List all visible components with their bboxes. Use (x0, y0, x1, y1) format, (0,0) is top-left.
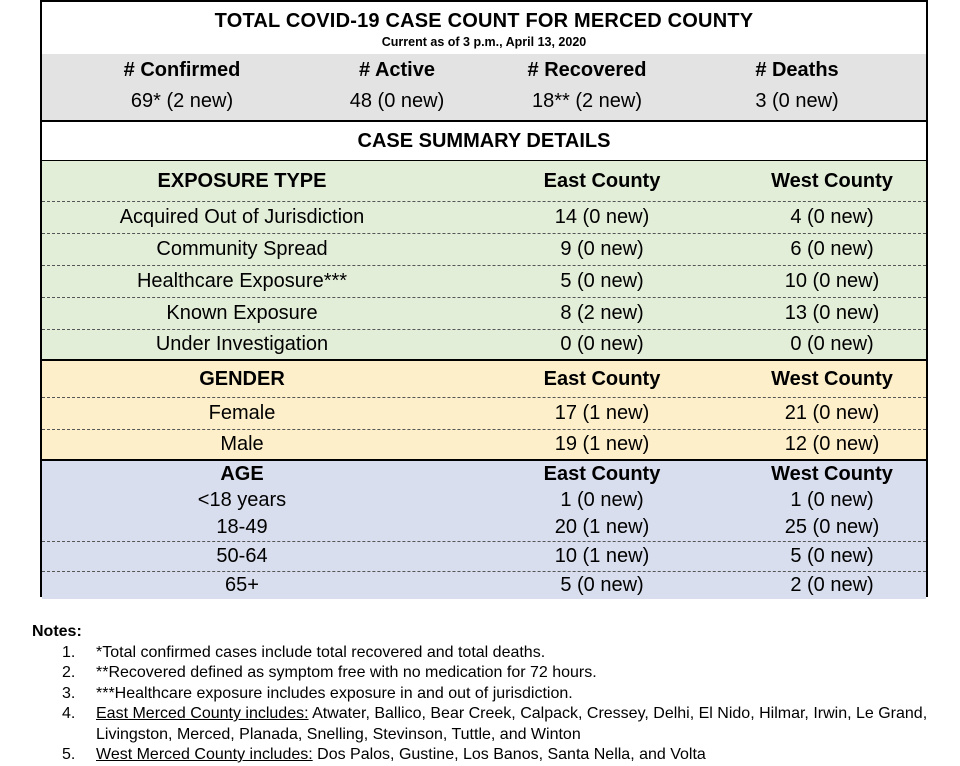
table-row (42, 542, 926, 572)
case-count-table (40, 0, 928, 597)
east-value: 20 (1 new) (554, 515, 650, 538)
total-deaths (717, 54, 877, 113)
table-row (42, 330, 926, 359)
table-row (42, 298, 926, 330)
table-row (42, 572, 926, 599)
column-header: West County (771, 169, 893, 192)
row-label: Community Spread (156, 238, 328, 260)
west-value: 12 (0 new) (784, 433, 880, 455)
table-row (42, 513, 926, 542)
east-value: 8 (2 new) (560, 302, 644, 324)
table-row (42, 202, 926, 234)
east-value: 0 (0 new) (560, 333, 644, 355)
age-section (42, 459, 926, 599)
note-item (32, 684, 932, 705)
column-header: AGE (220, 462, 264, 485)
west-value: 21 (0 new) (784, 402, 880, 424)
west-value: 2 (0 new) (790, 574, 874, 596)
column-header: West County (771, 367, 893, 390)
total-recovered (497, 54, 677, 113)
total-active (317, 54, 477, 113)
total-label: # Confirmed (123, 59, 241, 81)
column-header: West County (771, 462, 893, 485)
table-row (42, 266, 926, 298)
note-lead: East Merced County includes: (96, 705, 309, 722)
row-label: Male (220, 433, 264, 455)
row-label: Healthcare Exposure*** (136, 270, 348, 292)
west-value: 6 (0 new) (790, 238, 874, 260)
east-value: 19 (1 new) (554, 433, 650, 455)
total-label: # Active (359, 59, 435, 81)
column-header: GENDER (199, 367, 285, 390)
total-label: # Deaths (755, 59, 839, 81)
row-label: Known Exposure (166, 302, 318, 324)
row-label: Acquired Out of Jurisdiction (119, 206, 365, 228)
west-value: 1 (0 new) (790, 488, 874, 511)
west-value: 5 (0 new) (790, 545, 874, 567)
column-header: East County (543, 367, 661, 390)
note-number: 4. (62, 705, 76, 722)
note-number: 3. (62, 684, 76, 702)
column-header: East County (543, 169, 661, 192)
total-value: 69* (2 new) (130, 90, 234, 112)
row-label: 50-64 (216, 545, 268, 567)
note-number: 1. (62, 643, 76, 661)
note-item (32, 704, 932, 745)
column-header: East County (543, 462, 661, 485)
east-value: 17 (1 new) (554, 402, 650, 424)
west-value: 25 (0 new) (784, 515, 880, 538)
summary-title: CASE SUMMARY DETAILS (357, 130, 611, 152)
note-item (32, 643, 932, 664)
notes-title: Notes: (32, 623, 82, 640)
age-header-row (42, 461, 926, 487)
table-subtitle: Current as of 3 p.m., April 13, 2020 (381, 35, 587, 49)
total-value: 3 (0 new) (755, 90, 839, 112)
east-value: 14 (0 new) (554, 206, 650, 228)
east-value: 1 (0 new) (560, 488, 644, 511)
note-text: **Recovered defined as symptom free with no medication for 72 hours. (96, 664, 597, 681)
west-value: 13 (0 new) (784, 302, 880, 324)
row-label: 18-49 (216, 515, 268, 538)
column-header: EXPOSURE TYPE (157, 169, 327, 192)
note-text: ***Healthcare exposure includes exposure in and out of jurisdiction. (96, 684, 573, 702)
east-value: 5 (0 new) (560, 574, 644, 596)
note-text: Dos Palos, Gustine, Los Banos, Santa Nella, and Volta (312, 746, 706, 763)
table-row (42, 430, 926, 459)
row-label: 65+ (225, 574, 259, 596)
table-title: TOTAL COVID-19 CASE COUNT FOR MERCED COUNTY (214, 10, 754, 32)
note-number: 5. (62, 746, 76, 763)
total-confirmed (102, 54, 262, 113)
east-value: 9 (0 new) (560, 238, 644, 260)
west-value: 4 (0 new) (790, 206, 874, 228)
gender-section (42, 359, 926, 461)
note-text: Atwater, Ballico, Bear Creek, Calpack, Cressey, Delhi, El Nido, Hilmar, Irwin, Le Grand, Livingston, Merced, Planada, Snelling, Stevinson, Tuttle, and Winton (96, 705, 928, 743)
west-value: 0 (0 new) (790, 333, 874, 355)
note-item (32, 663, 932, 684)
row-label: Female (208, 402, 276, 424)
table-row (42, 234, 926, 266)
note-lead: West Merced County includes: (96, 746, 313, 763)
total-value: 18** (2 new) (531, 90, 643, 112)
notes-section (32, 622, 932, 766)
exposure-section (42, 161, 926, 359)
exposure-header-row (42, 161, 926, 202)
note-item (32, 745, 932, 766)
totals-band (42, 54, 926, 122)
west-value: 10 (0 new) (784, 270, 880, 292)
row-label: <18 years (197, 488, 287, 511)
east-value: 5 (0 new) (560, 270, 644, 292)
table-row (42, 398, 926, 430)
east-value: 10 (1 new) (554, 545, 650, 567)
title-band (42, 2, 926, 54)
note-number: 2. (62, 664, 76, 681)
total-value: 48 (0 new) (349, 90, 445, 112)
gender-header-row (42, 361, 926, 398)
summary-band (42, 122, 926, 161)
row-label: Under Investigation (155, 333, 329, 355)
note-text: *Total confirmed cases include total recovered and total deaths. (96, 643, 546, 661)
table-row (42, 487, 926, 513)
total-label: # Recovered (527, 59, 647, 81)
